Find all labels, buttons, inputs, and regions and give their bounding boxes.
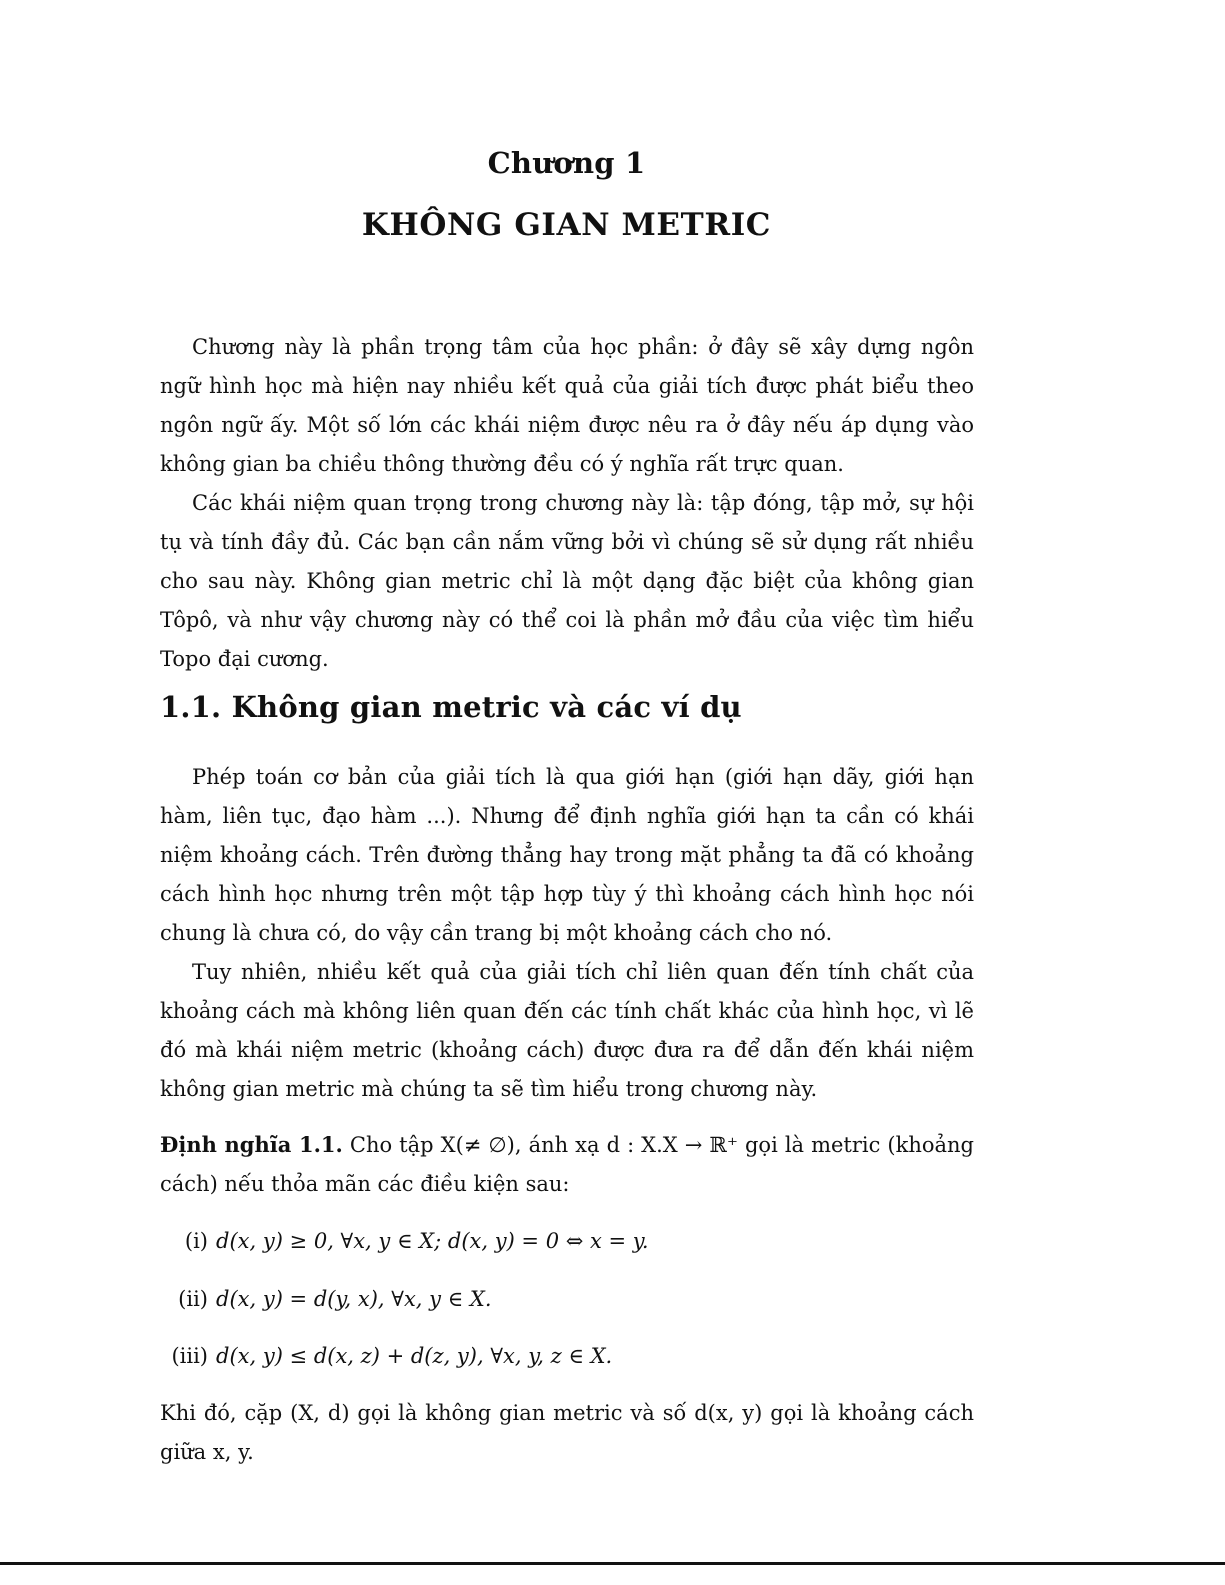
section-paragraph: Tuy nhiên, nhiều kết quả của giải tích chỉ liên quan đến tính chất của khoảng cách mà không liên quan đến các tính chất khác của hình học, vì lẽ đó mà khái niệm metric (khoảng cách) được đưa ra để dẫn đến khái niệm không gian metric mà chúng ta sẽ tìm hiểu trong chương này. — [160, 960, 974, 1101]
section-heading: 1.1. Không gian metric và các ví dụ — [160, 690, 742, 724]
definition-condition — [160, 1284, 974, 1314]
condition-formula: d(x, y) = d(y, x), ∀x, y ∈ X. — [216, 1287, 492, 1311]
condition-formula: d(x, y) ≥ 0, ∀x, y ∈ X; d(x, y) = 0 ⇔ x = y. — [216, 1229, 649, 1253]
intro-paragraph: Chương này là phần trọng tâm của học phần: ở đây sẽ xây dựng ngôn ngữ hình học mà hiện nay nhiều kết quả của giải tích được phát biểu theo ngôn ngữ ấy. Một số lớn các khái niệm được nêu ra ở đây nếu áp dụng vào không gian ba chiều thông thường đều có ý nghĩa rất trực quan. — [160, 335, 974, 476]
definition-condition — [160, 1341, 974, 1371]
definition-closing: Khi đó, cặp (X, d) gọi là không gian metric và số d(x, y) gọi là khoảng cách giữa x, y. — [160, 1401, 974, 1464]
section-paragraph: Phép toán cơ bản của giải tích là qua giới hạn (giới hạn dãy, giới hạn hàm, liên tục, đạo hàm ...). Nhưng để định nghĩa giới hạn ta cần có khái niệm khoảng cách. Trên đường thẳng hay trong mặt phẳng ta đã có khoảng cách hình học nhưng trên một tập hợp tùy ý thì khoảng cách hình học nói chung là chưa có, do vậy cần trang bị một khoảng cách cho nó. — [160, 765, 974, 945]
definition-heading: Định nghĩa 1.1. — [160, 1132, 343, 1157]
chapter-title: KHÔNG GIAN METRIC — [361, 207, 772, 243]
page-bottom-rule — [0, 1562, 1225, 1565]
intro-section — [160, 328, 974, 679]
definition-block — [160, 1125, 974, 1204]
condition-number: (ii) — [178, 1287, 208, 1311]
intro-paragraph: Các khái niệm quan trọng trong chương này là: tập đóng, tập mở, sự hội tụ và tính đầy đủ. Các bạn cần nắm vững bởi vì chúng sẽ sử dụng rất nhiều cho sau này. Không gian metric chỉ là một dạng đặc biệt của không gian Tôpô, và như vậy chương này có thể coi là phần mở đầu của việc tìm hiểu Topo đại cương. — [160, 491, 974, 671]
definition-text: Cho tập X(≠ ∅), ánh xạ d : X.X → ℝ⁺ gọi là metric (khoảng cách) nếu thỏa mãn các điều kiện sau: — [160, 1133, 974, 1196]
definition-condition — [160, 1226, 974, 1256]
condition-number: (iii) — [171, 1344, 208, 1368]
condition-number: (i) — [184, 1229, 208, 1253]
section-body — [160, 758, 974, 1109]
chapter-label: Chương 1 — [487, 146, 646, 180]
condition-formula: d(x, y) ≤ d(x, z) + d(z, y), ∀x, y, z ∈ X. — [216, 1344, 613, 1368]
